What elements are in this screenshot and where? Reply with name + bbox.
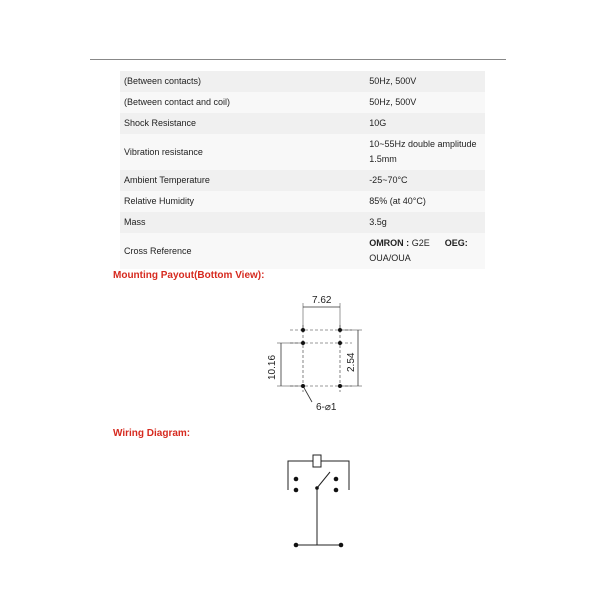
spec-label: (Between contacts) [120,71,365,92]
spec-label: Mass [120,212,365,233]
spec-value: 3.5g [365,212,485,233]
switch-contact-arm [317,472,330,488]
dim-pitch-label: 2.54 [346,352,357,372]
oeg-part: OUA/OUA [369,253,411,263]
coil-wire-right [321,461,349,490]
spec-value: 10~55Hz double amplitude 1.5mm [365,134,485,170]
spec-label: Ambient Temperature [120,170,365,191]
mounting-title: Mounting Payout(Bottom View): [113,270,265,281]
spec-value: 50Hz, 500V [365,71,485,92]
spec-value: -25~70°C [365,170,485,191]
omron-brand: OMRON : [369,238,410,248]
spec-value: 85% (at 40°C) [365,191,485,212]
coil-symbol [313,455,321,467]
spec-value: 10G [365,113,485,134]
spec-value: 50Hz, 500V [365,92,485,113]
omron-part: G2E [411,238,430,248]
spec-label: Shock Resistance [120,113,365,134]
wiring-terminals [294,477,344,548]
dim-height-label: 10.16 [267,354,278,380]
spec-label: Cross Reference [120,233,365,269]
dim-width-label: 7.62 [312,295,332,306]
spec-label: Vibration resistance [120,134,365,170]
oeg-brand: OEG: [444,238,468,248]
coil-wire-left [288,461,313,490]
spec-label: Relative Humidity [120,191,365,212]
wiring-title: Wiring Diagram: [113,428,191,439]
hole-spec-label: 6-⌀1 [316,402,337,413]
spec-label: (Between contact and coil) [120,92,365,113]
